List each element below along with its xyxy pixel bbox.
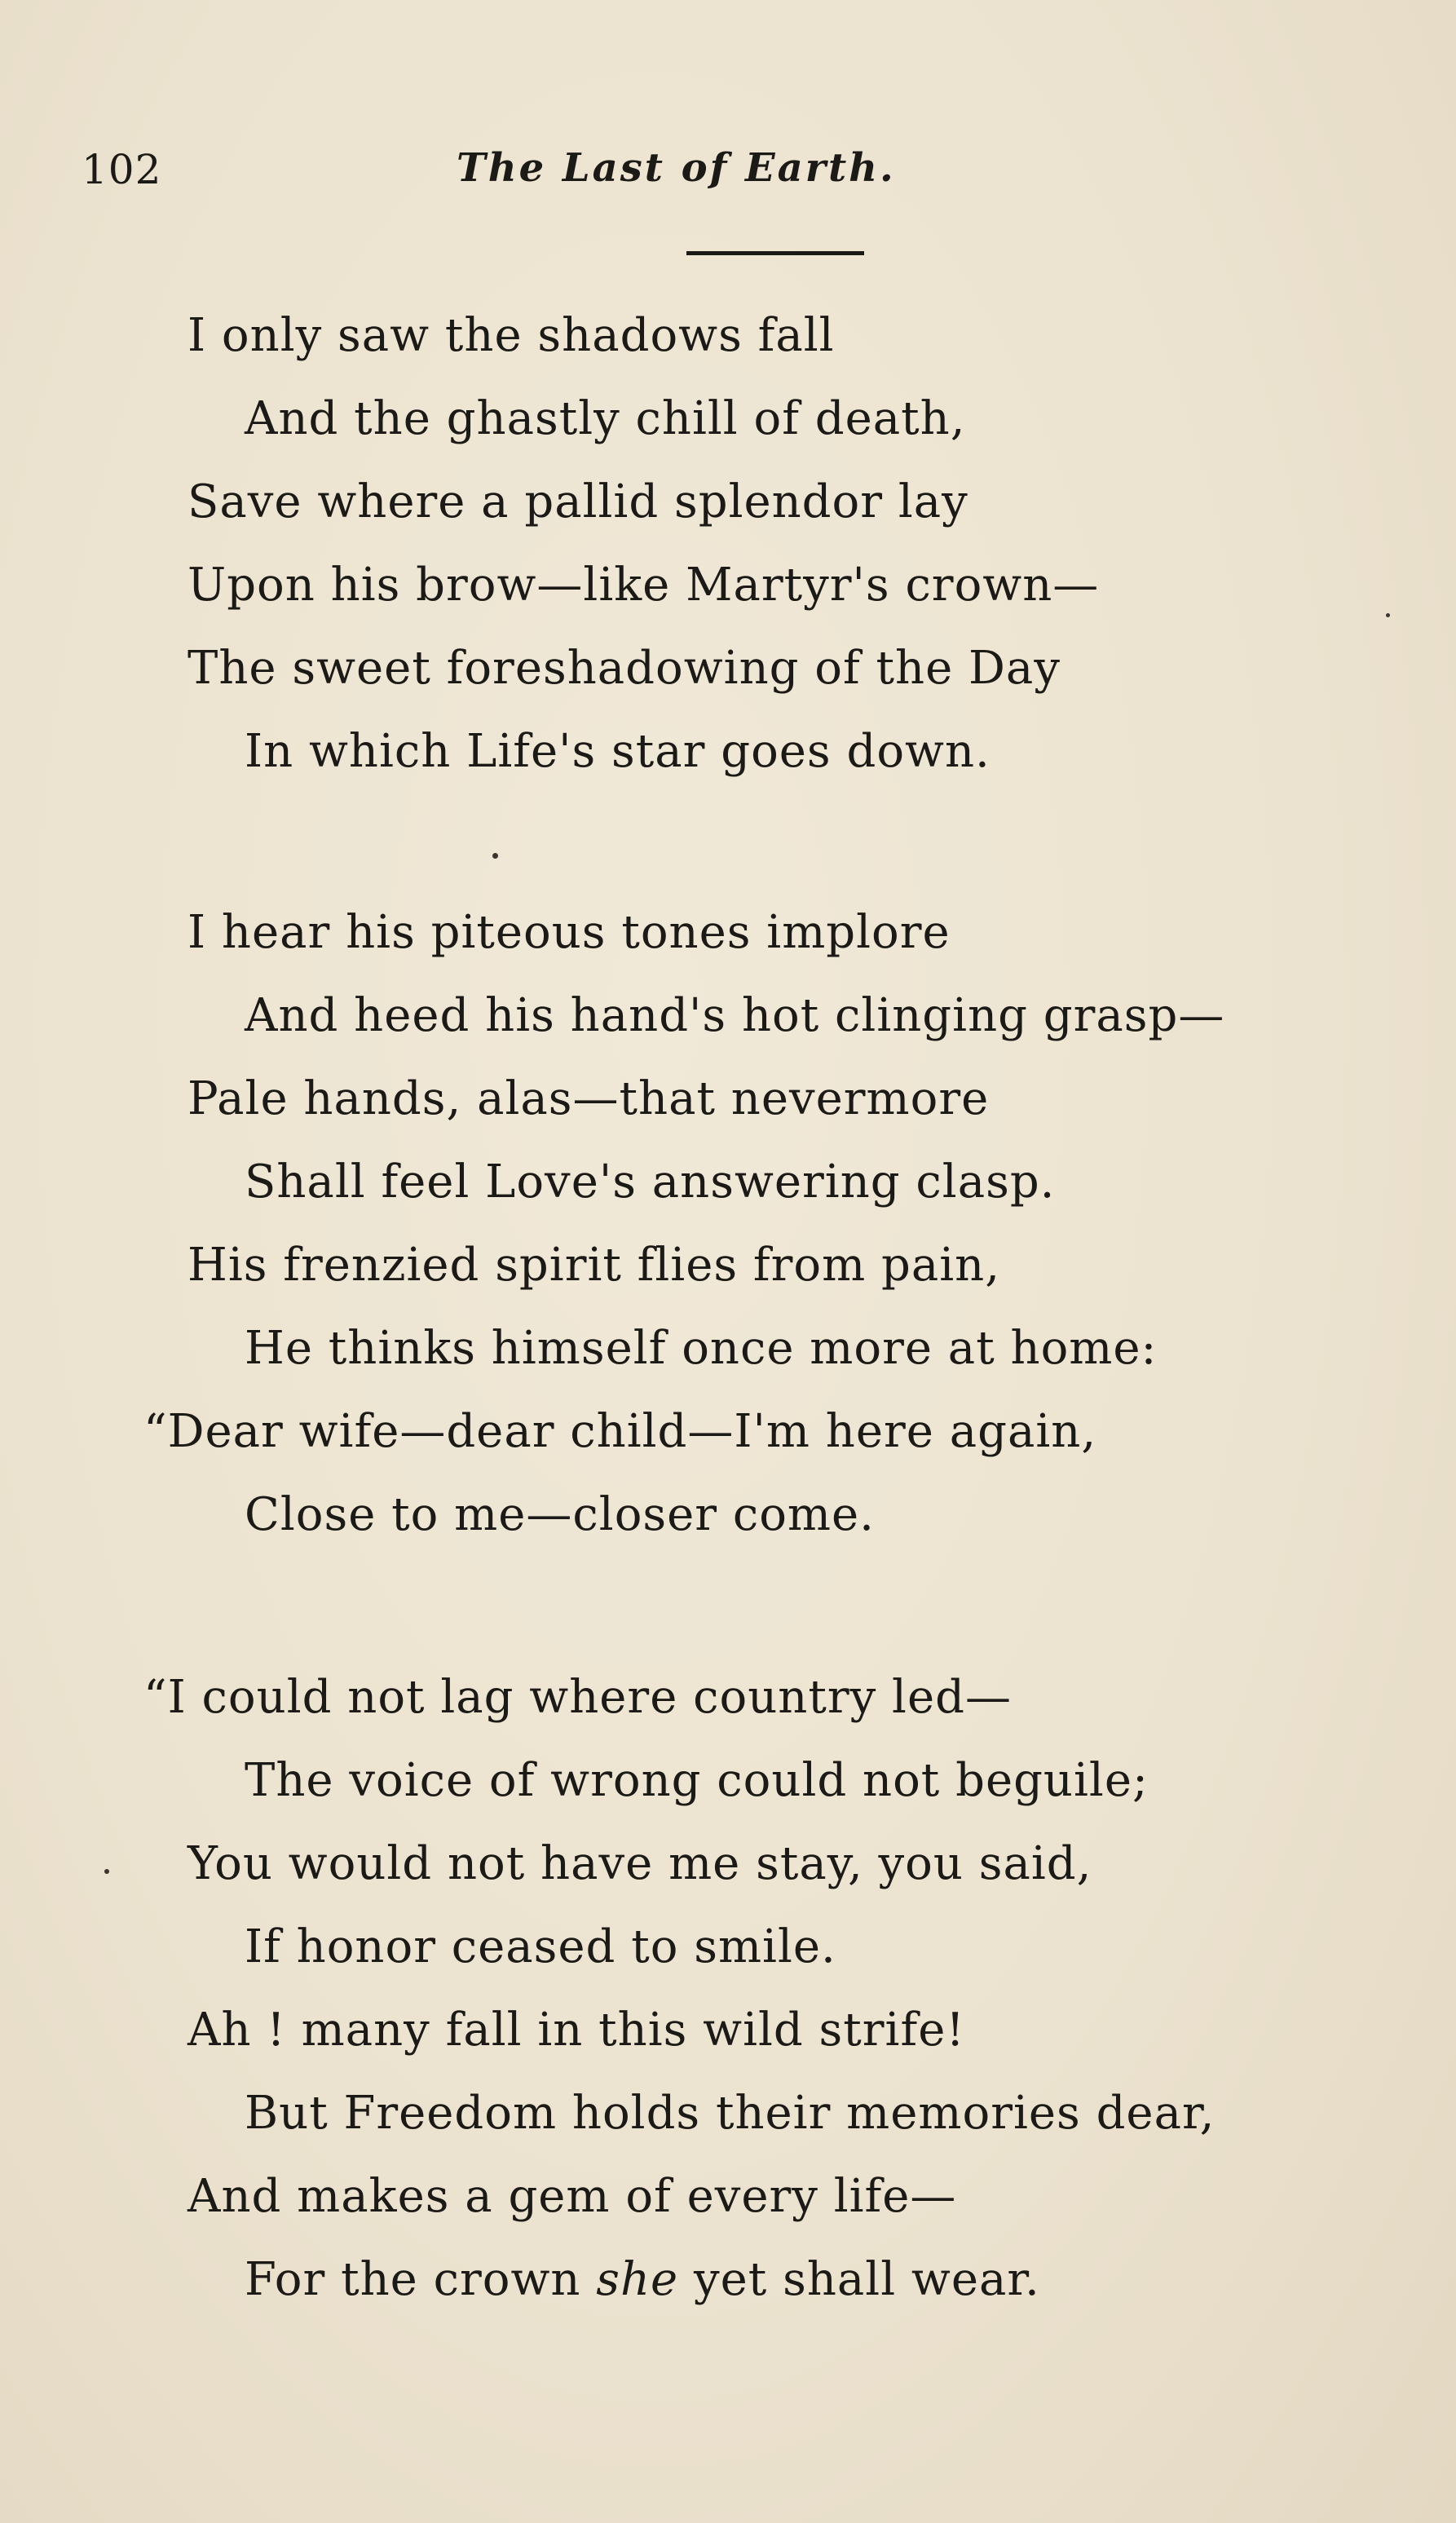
poem-line-final	[245, 2252, 1040, 2308]
poem-text: For the crown	[245, 2253, 597, 2306]
poem-line: But Freedom holds their memories dear,	[245, 2087, 1216, 2140]
ink-speck	[492, 853, 498, 859]
emphasis-text: she	[596, 2253, 679, 2306]
poem-line: And makes a gem of every life—	[188, 2170, 957, 2223]
poem-line: I hear his piteous tones implore	[188, 906, 951, 959]
poem-line: The sweet foreshadowing of the Day	[188, 642, 1061, 695]
running-title: The Last of Earth.	[457, 145, 896, 191]
poem-line: If honor ceased to smile.	[245, 1920, 836, 1973]
poem-line: He thinks himself once more at home:	[245, 1322, 1158, 1375]
poem-line: Shall feel Love's answering clasp.	[245, 1155, 1056, 1208]
poem-line: Upon his brow—like Martyr's crown—	[188, 559, 1100, 612]
poem-line: Ah ! many fall in this wild strife!	[188, 2004, 965, 2057]
poem-line: You would not have me stay, you said,	[188, 1837, 1092, 1890]
poem-text: yet shall wear.	[678, 2253, 1040, 2306]
poem-line: Pale hands, alas—that nevermore	[188, 1072, 990, 1125]
poem-line: “I could not lag where country led—	[143, 1671, 1012, 1724]
ink-speck	[1386, 613, 1390, 617]
ink-speck	[104, 1869, 109, 1874]
poem-line: The voice of wrong could not beguile;	[245, 1754, 1149, 1807]
poem-line: And heed his hand's hot clinging grasp—	[245, 989, 1225, 1042]
poem-line: And the ghastly chill of death,	[245, 392, 966, 445]
poem-line: Save where a pallid splendor lay	[188, 475, 968, 528]
poem-line: His frenzied spirit flies from pain,	[188, 1239, 1001, 1292]
poem-line: In which Life's star goes down.	[245, 725, 991, 778]
poem-line: “Dear wife—dear child—I'm here again,	[143, 1405, 1097, 1458]
page-number: 102	[82, 146, 162, 193]
poem-line: I only saw the shadows fall	[188, 309, 835, 362]
poem-line: Close to me—closer come.	[245, 1488, 875, 1541]
title-rule	[686, 251, 864, 255]
